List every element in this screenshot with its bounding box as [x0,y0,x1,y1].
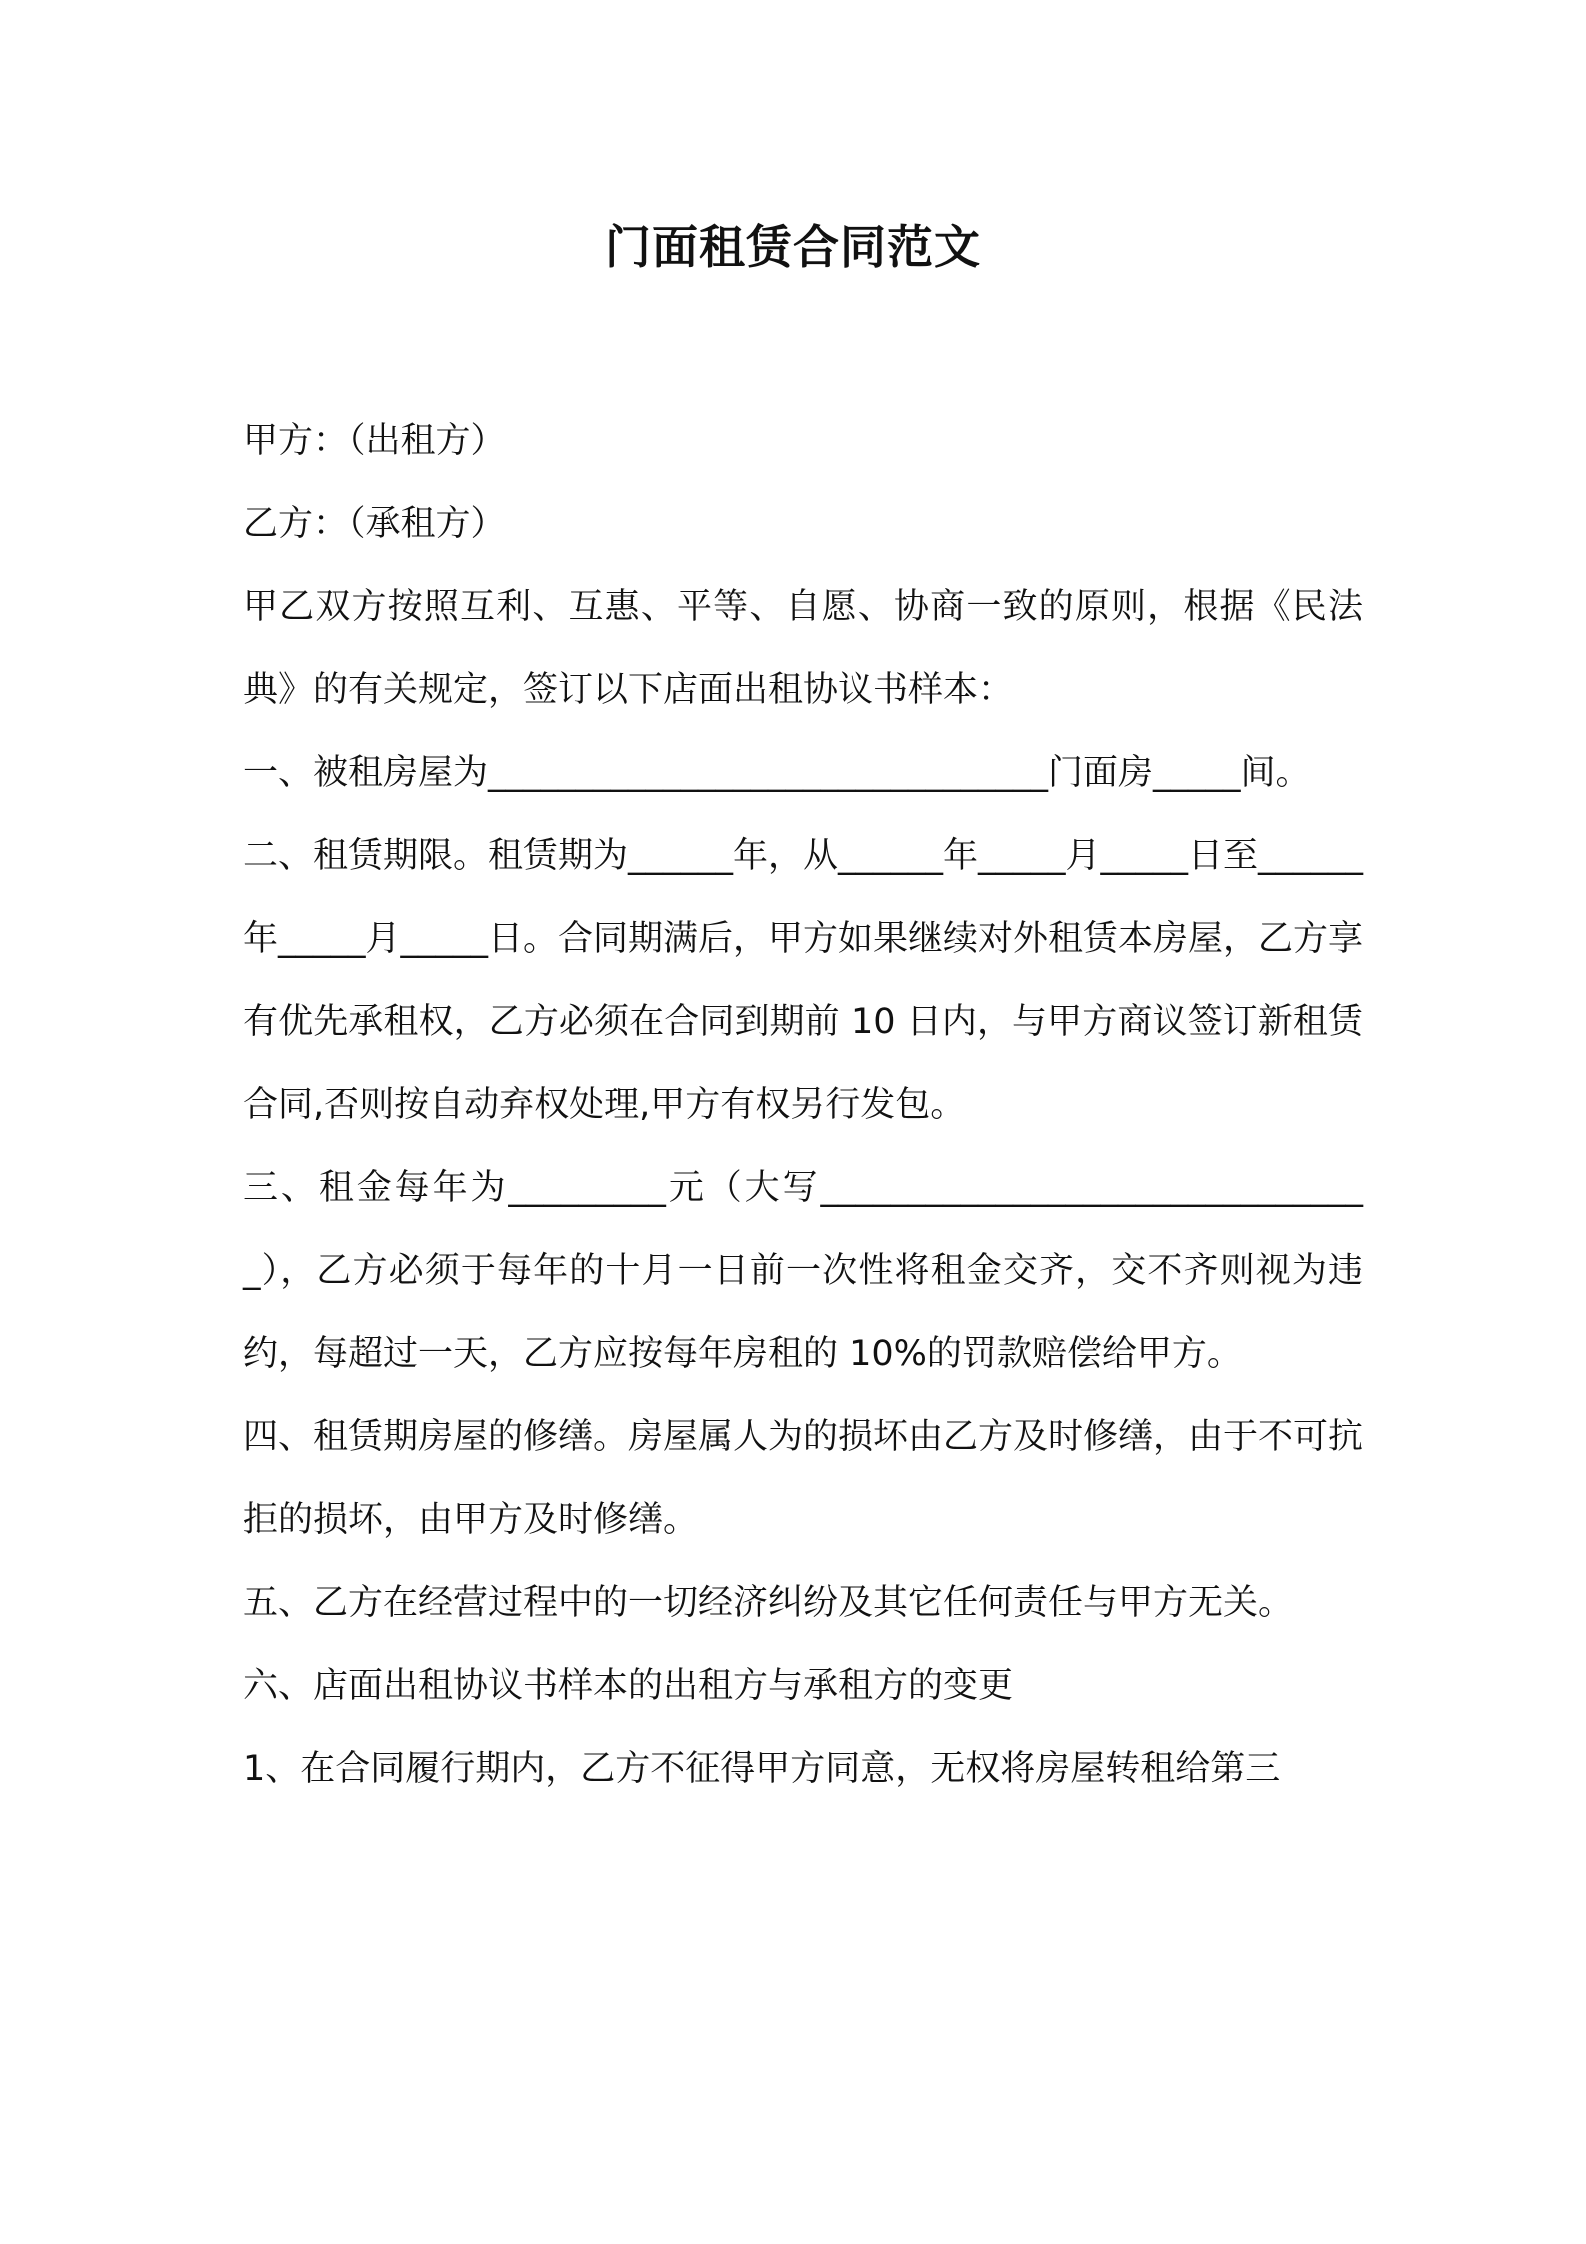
clause-5-liability: 五、乙方在经营过程中的一切经济纠纷及其它任何责任与甲方无关。 [243,1583,1294,1623]
clause-1-premises: 一、被租房屋为________________________________门面房_____间。 [243,753,1311,793]
party-a-line: 甲方：（出租方） [243,421,506,461]
document-body [243,400,1363,1811]
preamble-paragraph: 甲乙双方按照互利、互惠、平等、自愿、协商一致的原则，根据《民法典》的有关规定，签订以下店面出租协议书样本： [243,587,1363,710]
clause-6-item-1: 1、在合同履行期内，乙方不征得甲方同意，无权将房屋转租给第三 [243,1749,1281,1789]
clause-2-term: 二、租赁期限。租赁期为______年，从______年_____月_____日至______年_____月_____日。合同期满后，甲方如果继续对外租赁本房屋，乙方享有优先承租权，乙方必须在合同到期前 10 日内，与甲方商议签订新租赁合同,否则按自动弃权处理,甲方有权另行发包。 [243,836,1364,1125]
party-b-line: 乙方：（承租方） [243,504,506,544]
clause-4-repairs: 四、租赁期房屋的修缮。房屋属人为的损坏由乙方及时修缮，由于不可抗拒的损坏，由甲方及时修缮。 [243,1417,1364,1540]
clause-6-heading: 六、店面出租协议书样本的出租方与承租方的变更 [243,1666,1014,1706]
document-title: 门面租赁合同范文 [605,220,981,274]
clause-3-rent: 三、租金每年为_________元（大写________________________________），乙方必须于每年的十月一日前一次性将租金交齐，交不齐则视为违约，每超过一天，乙方应按每年房租的 10%的罚款赔偿给甲方。 [243,1168,1363,1374]
